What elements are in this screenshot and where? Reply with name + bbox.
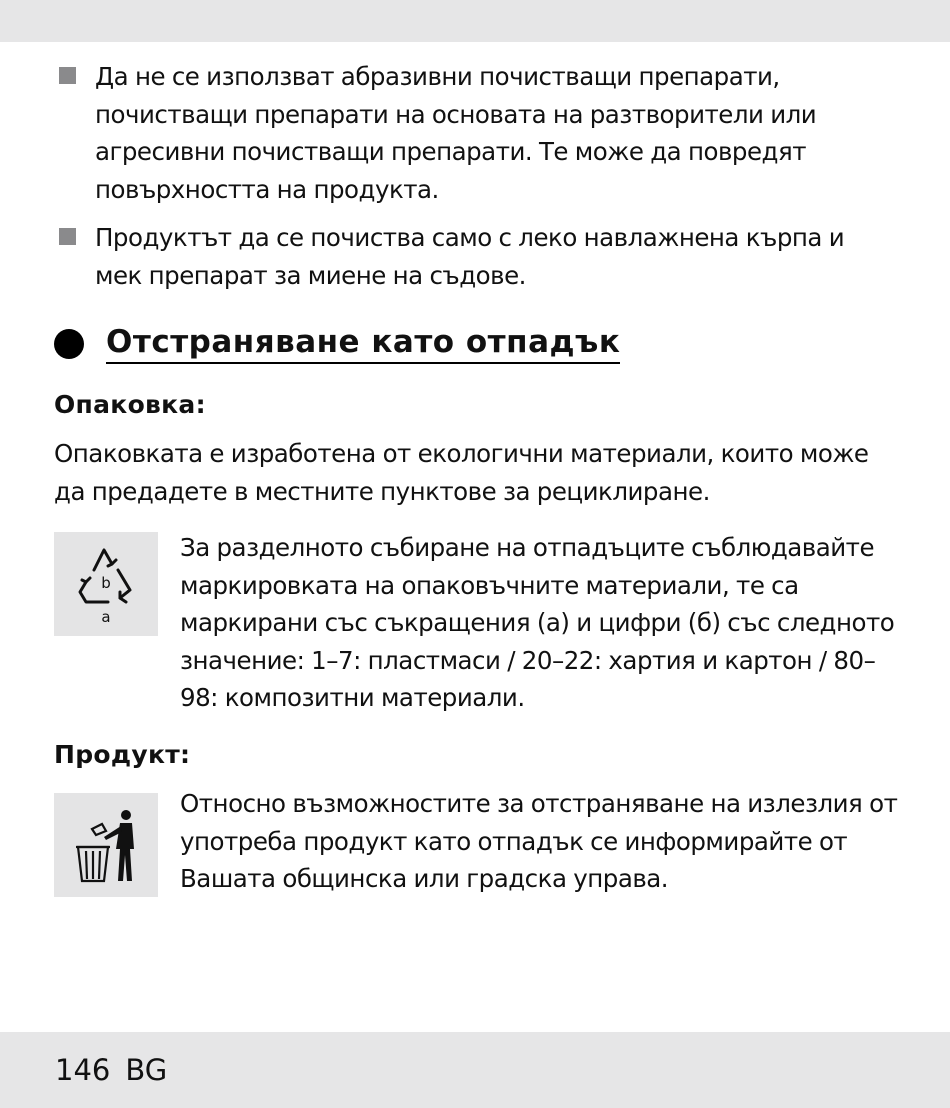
language-code: BG	[125, 1053, 168, 1087]
bullet-item-cleaning-instruction: Продуктът да се почиства само с леко навлажнена кърпа и мек препарат за миене на съдове.	[95, 223, 845, 290]
recycle-material-label: a	[101, 608, 111, 626]
recycle-icon	[54, 532, 158, 636]
waste-bin-icon	[54, 793, 158, 897]
top-band	[0, 0, 950, 42]
product-disposal-paragraph: Относно възможностите за отстраняване на излезлия от употреба продукт като отпадък се информирайте от Вашата общинска или градска управа.	[180, 789, 898, 893]
product-heading: Продукт:	[54, 740, 191, 769]
section-title: Отстраняване като отпадък	[106, 322, 620, 364]
bullet-item-abrasive-warning: Да не се използват абразивни почистващи препарати, почистващи препарати на основата на разтворители или агресивни почистващи препарати. Те може да повредят повърхността на продукта.	[95, 62, 817, 204]
packaging-paragraph: Опаковката е изработена от екологични материали, които може да предадете в местните пунктове за рециклиране.	[54, 439, 869, 506]
bullet-square-icon	[59, 67, 76, 84]
footer	[55, 1051, 167, 1089]
packaging-heading: Опаковка:	[54, 390, 206, 419]
recycle-code-label: b	[101, 574, 111, 592]
recycle-code-paragraph: За разделното събиране на отпадъците съблюдавайте маркировката на опаковъчните материали, те са маркирани със съкращения (a) и цифри (б) със следното значение: 1–7: пластмаси / 20–22: хартия и картон / 80–98: композитни материали.	[180, 533, 895, 712]
bullet-square-icon	[59, 228, 76, 245]
section-bullet-icon	[54, 329, 84, 359]
page-number: 146	[55, 1053, 111, 1087]
